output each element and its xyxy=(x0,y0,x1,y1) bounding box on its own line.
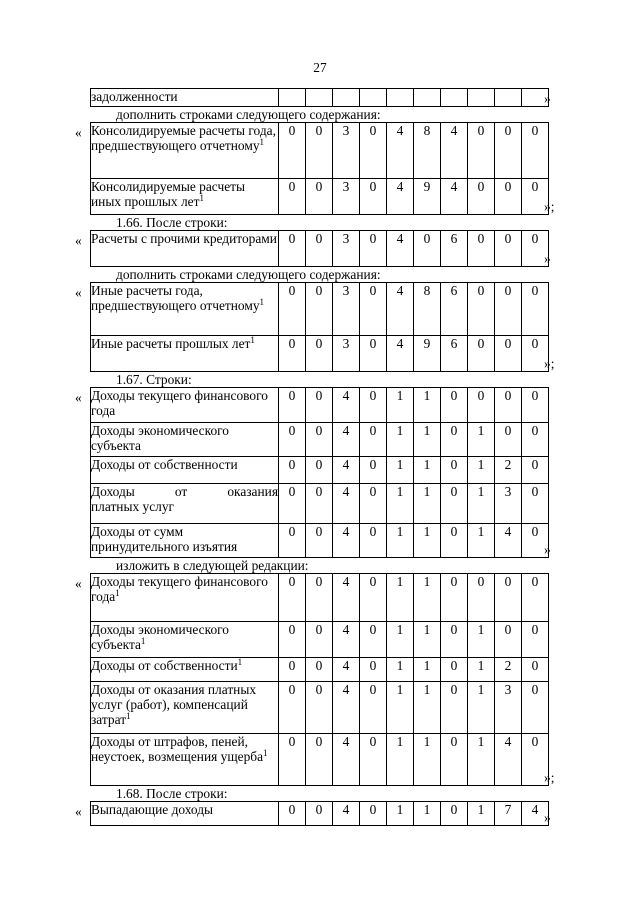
code-digit-cell: 3 xyxy=(333,123,360,179)
row-label-text: Иные расчеты года, предшествующего отчетному xyxy=(91,283,260,313)
code-digit-cell: 0 xyxy=(522,622,549,658)
code-digit-cell: 0 xyxy=(441,423,468,457)
row-label xyxy=(91,622,279,658)
code-digit-cell: 4 xyxy=(387,123,414,179)
code-digit-cell: 0 xyxy=(360,484,387,524)
opening-quote: « xyxy=(75,804,82,819)
row-label xyxy=(91,231,279,267)
code-digit-cell: 0 xyxy=(522,484,549,524)
code-digit-cell: 0 xyxy=(306,336,333,372)
code-digit-cell: 0 xyxy=(495,388,522,423)
code-digit-cell: 4 xyxy=(333,682,360,734)
code-digit-cell: 4 xyxy=(387,179,414,215)
code-digit-cell: 0 xyxy=(360,658,387,682)
code-digit-cell: 1 xyxy=(387,658,414,682)
code-digit-cell: 0 xyxy=(306,658,333,682)
code-digit-cell: 0 xyxy=(522,179,549,215)
footnote-mark: 1 xyxy=(263,748,268,758)
opening-quote: « xyxy=(75,390,82,405)
code-digit-cell: 0 xyxy=(306,484,333,524)
opening-quote: « xyxy=(75,285,82,300)
code-digit-cell: 0 xyxy=(441,734,468,786)
code-digit-cell xyxy=(495,89,522,107)
code-table-block xyxy=(0,282,640,372)
code-digit-cell: 0 xyxy=(522,336,549,372)
code-digit-cell: 0 xyxy=(468,283,495,336)
code-digit-cell: 1 xyxy=(468,734,495,786)
table-row xyxy=(91,734,549,786)
table-row xyxy=(91,622,549,658)
code-digit-cell: 0 xyxy=(495,423,522,457)
code-digit-cell: 4 xyxy=(495,734,522,786)
footnote-mark: 1 xyxy=(126,711,131,721)
row-label-text: Доходы экономического субъекта xyxy=(91,622,229,652)
code-table xyxy=(90,88,549,107)
code-digit-cell: 1 xyxy=(414,524,441,558)
code-digit-cell: 0 xyxy=(279,179,306,215)
code-digit-cell: 4 xyxy=(333,484,360,524)
code-digit-cell: 0 xyxy=(441,622,468,658)
code-digit-cell: 0 xyxy=(522,734,549,786)
code-digit-cell: 8 xyxy=(414,123,441,179)
code-digit-cell: 1 xyxy=(414,388,441,423)
code-digit-cell: 1 xyxy=(414,423,441,457)
code-digit-cell: 0 xyxy=(360,734,387,786)
code-digit-cell xyxy=(414,89,441,107)
code-digit-cell: 7 xyxy=(495,802,522,826)
code-digit-cell: 0 xyxy=(522,283,549,336)
code-digit-cell: 0 xyxy=(522,682,549,734)
table-row xyxy=(91,484,549,524)
footnote-mark: 1 xyxy=(199,193,204,203)
code-digit-cell: 0 xyxy=(279,622,306,658)
code-digit-cell: 0 xyxy=(279,283,306,336)
code-digit-cell: 0 xyxy=(306,283,333,336)
row-label-line: Доходы от оказания xyxy=(91,484,278,499)
code-digit-cell: 4 xyxy=(333,388,360,423)
code-digit-cell xyxy=(468,89,495,107)
code-digit-cell: 0 xyxy=(441,682,468,734)
row-label xyxy=(91,524,279,558)
code-digit-cell: 6 xyxy=(441,283,468,336)
code-digit-cell: 4 xyxy=(441,179,468,215)
code-digit-cell: 0 xyxy=(279,423,306,457)
code-table-block xyxy=(0,801,640,826)
code-digit-cell: 0 xyxy=(495,283,522,336)
code-digit-cell: 0 xyxy=(441,802,468,826)
code-digit-cell: 0 xyxy=(279,457,306,484)
code-digit-cell: 0 xyxy=(495,622,522,658)
row-label-text: Доходы текущего финансового года xyxy=(91,574,268,604)
code-digit-cell: 4 xyxy=(387,231,414,267)
code-digit-cell: 0 xyxy=(279,231,306,267)
code-digit-cell: 0 xyxy=(279,336,306,372)
row-label xyxy=(91,423,279,457)
code-digit-cell: 0 xyxy=(441,457,468,484)
closing-quote: »; xyxy=(544,356,555,371)
code-table xyxy=(90,801,549,826)
code-digit-cell: 0 xyxy=(279,734,306,786)
code-digit-cell: 0 xyxy=(468,574,495,622)
code-table xyxy=(90,122,549,215)
code-digit-cell: 0 xyxy=(468,179,495,215)
code-digit-cell: 0 xyxy=(495,336,522,372)
code-digit-cell: 1 xyxy=(468,658,495,682)
code-digit-cell: 8 xyxy=(414,283,441,336)
code-digit-cell: 1 xyxy=(387,423,414,457)
instruction-caption: дополнить строками следующего содержания: xyxy=(116,107,381,122)
document-content xyxy=(0,88,640,826)
table-row xyxy=(91,802,549,826)
code-digit-cell: 0 xyxy=(306,231,333,267)
code-digit-cell: 0 xyxy=(414,231,441,267)
code-digit-cell: 0 xyxy=(360,179,387,215)
table-row xyxy=(91,457,549,484)
table-row xyxy=(91,574,549,622)
row-label-text: Доходы от сумм принудительного изъятия xyxy=(91,524,238,554)
row-label xyxy=(91,283,279,336)
table-row xyxy=(91,123,549,179)
table-row xyxy=(91,658,549,682)
code-digit-cell: 4 xyxy=(495,524,522,558)
row-label-text: Доходы от собственности xyxy=(91,457,238,472)
code-digit-cell: 0 xyxy=(522,457,549,484)
code-digit-cell: 0 xyxy=(522,574,549,622)
footnote-mark: 1 xyxy=(259,297,265,307)
row-label xyxy=(91,802,279,826)
instruction-caption: 1.67. Строки: xyxy=(116,372,192,387)
code-digit-cell: 0 xyxy=(360,457,387,484)
code-digit-cell: 4 xyxy=(333,423,360,457)
code-digit-cell: 1 xyxy=(414,682,441,734)
code-digit-cell: 1 xyxy=(414,574,441,622)
code-digit-cell: 1 xyxy=(414,658,441,682)
row-label xyxy=(91,734,279,786)
code-digit-cell: 0 xyxy=(306,574,333,622)
code-digit-cell: 0 xyxy=(441,484,468,524)
table-row xyxy=(91,89,549,107)
code-digit-cell: 2 xyxy=(495,658,522,682)
row-label-text: Выпадающие доходы xyxy=(91,802,214,817)
opening-quote: « xyxy=(75,233,82,248)
code-digit-cell: 0 xyxy=(360,524,387,558)
code-digit-cell: 4 xyxy=(387,336,414,372)
table-row xyxy=(91,283,549,336)
code-digit-cell: 0 xyxy=(306,802,333,826)
table-row xyxy=(91,423,549,457)
row-label xyxy=(91,484,279,524)
closing-quote: » xyxy=(544,810,551,825)
row-label-text: Консолидируемые расчеты иных прошлых лет xyxy=(91,179,245,209)
footnote-mark: 1 xyxy=(250,335,255,345)
code-digit-cell: 1 xyxy=(387,682,414,734)
page-number: 27 xyxy=(313,60,327,75)
code-digit-cell: 0 xyxy=(522,231,549,267)
table-row xyxy=(91,524,549,558)
code-digit-cell xyxy=(387,89,414,107)
code-digit-cell: 0 xyxy=(522,388,549,423)
row-label-text: Доходы от собственности xyxy=(91,658,238,673)
code-digit-cell: 0 xyxy=(495,574,522,622)
code-digit-cell xyxy=(306,89,333,107)
code-digit-cell: 0 xyxy=(279,574,306,622)
code-digit-cell: 0 xyxy=(360,682,387,734)
code-digit-cell: 0 xyxy=(306,123,333,179)
code-digit-cell: 1 xyxy=(468,423,495,457)
row-label-text: Доходы экономического субъекта xyxy=(91,423,229,453)
code-table xyxy=(90,282,549,372)
instruction-caption: изложить в следующей редакции: xyxy=(116,558,309,573)
table-row xyxy=(91,336,549,372)
code-digit-cell: 0 xyxy=(360,283,387,336)
row-label-text: Доходы от штрафов, пеней, неустоек, возмещения ущерба xyxy=(91,734,264,764)
code-digit-cell: 0 xyxy=(522,423,549,457)
row-label-line: платных услуг xyxy=(91,499,175,514)
code-digit-cell: 9 xyxy=(414,336,441,372)
opening-quote: « xyxy=(75,125,82,140)
instruction-caption: дополнить строками следующего содержания: xyxy=(116,267,381,282)
code-digit-cell: 0 xyxy=(360,622,387,658)
code-digit-cell: 0 xyxy=(360,336,387,372)
closing-quote: » xyxy=(544,251,551,266)
code-digit-cell: 1 xyxy=(387,484,414,524)
code-digit-cell: 1 xyxy=(387,734,414,786)
code-digit-cell: 0 xyxy=(279,682,306,734)
code-digit-cell: 0 xyxy=(441,388,468,423)
footnote-mark: 1 xyxy=(115,588,120,598)
code-digit-cell xyxy=(333,89,360,107)
code-digit-cell: 0 xyxy=(360,123,387,179)
code-digit-cell: 0 xyxy=(306,388,333,423)
row-label-text: Доходы от оказания платных услуг (работ), компенсаций затрат xyxy=(91,682,257,727)
code-table-block xyxy=(0,230,640,267)
code-digit-cell: 0 xyxy=(495,123,522,179)
code-digit-cell: 0 xyxy=(279,658,306,682)
code-digit-cell: 3 xyxy=(333,231,360,267)
code-digit-cell: 0 xyxy=(279,484,306,524)
code-digit-cell: 1 xyxy=(387,388,414,423)
code-digit-cell: 1 xyxy=(414,484,441,524)
closing-quote: »; xyxy=(544,770,555,785)
code-table xyxy=(90,573,549,786)
code-digit-cell: 4 xyxy=(333,622,360,658)
row-label xyxy=(91,574,279,622)
footnote-mark: 1 xyxy=(140,636,146,646)
closing-quote: » xyxy=(544,91,551,106)
code-digit-cell xyxy=(360,89,387,107)
code-digit-cell: 0 xyxy=(279,524,306,558)
code-digit-cell: 4 xyxy=(333,524,360,558)
code-digit-cell: 0 xyxy=(279,388,306,423)
table-row xyxy=(91,231,549,267)
code-digit-cell: 1 xyxy=(468,682,495,734)
code-digit-cell: 4 xyxy=(522,802,549,826)
closing-quote: »; xyxy=(544,199,555,214)
code-table xyxy=(90,387,549,558)
code-table xyxy=(90,230,549,267)
code-digit-cell: 0 xyxy=(441,524,468,558)
row-label xyxy=(91,457,279,484)
row-label-text: Доходы текущего финансового года xyxy=(91,388,268,418)
row-label xyxy=(91,658,279,682)
code-digit-cell xyxy=(441,89,468,107)
code-digit-cell: 1 xyxy=(468,802,495,826)
code-digit-cell: 0 xyxy=(306,457,333,484)
code-digit-cell: 3 xyxy=(495,484,522,524)
code-digit-cell: 1 xyxy=(414,734,441,786)
code-table-block xyxy=(0,122,640,215)
code-digit-cell: 0 xyxy=(468,123,495,179)
row-label-text: Консолидируемые расчеты года, предшествующего отчетному xyxy=(91,123,276,153)
code-table-block xyxy=(0,387,640,558)
row-label xyxy=(91,123,279,179)
row-label xyxy=(91,682,279,734)
code-digit-cell: 3 xyxy=(333,179,360,215)
row-label-text: Расчеты с прочими кредиторами xyxy=(91,231,277,246)
code-digit-cell: 4 xyxy=(333,457,360,484)
code-digit-cell: 0 xyxy=(468,231,495,267)
code-table-block xyxy=(0,573,640,786)
code-digit-cell: 0 xyxy=(441,574,468,622)
footnote-mark: 1 xyxy=(259,137,265,147)
row-label xyxy=(91,89,279,107)
code-digit-cell: 4 xyxy=(333,734,360,786)
code-digit-cell: 6 xyxy=(441,336,468,372)
code-digit-cell xyxy=(279,89,306,107)
code-digit-cell: 6 xyxy=(441,231,468,267)
code-digit-cell: 1 xyxy=(468,622,495,658)
code-digit-cell: 1 xyxy=(387,574,414,622)
code-digit-cell: 0 xyxy=(360,231,387,267)
code-digit-cell: 3 xyxy=(333,336,360,372)
code-digit-cell: 1 xyxy=(468,457,495,484)
table-row xyxy=(91,682,549,734)
code-digit-cell: 1 xyxy=(414,457,441,484)
table-row xyxy=(91,388,549,423)
code-digit-cell: 0 xyxy=(279,802,306,826)
code-digit-cell: 0 xyxy=(306,423,333,457)
code-digit-cell: 3 xyxy=(495,682,522,734)
code-digit-cell: 1 xyxy=(414,802,441,826)
row-label xyxy=(91,336,279,372)
code-digit-cell: 0 xyxy=(279,123,306,179)
row-label-text: задолженности xyxy=(91,89,178,104)
code-digit-cell: 0 xyxy=(360,388,387,423)
code-digit-cell: 0 xyxy=(522,658,549,682)
code-digit-cell: 4 xyxy=(441,123,468,179)
code-digit-cell: 1 xyxy=(468,524,495,558)
code-digit-cell: 0 xyxy=(522,123,549,179)
code-digit-cell: 4 xyxy=(333,658,360,682)
code-digit-cell: 0 xyxy=(522,524,549,558)
code-digit-cell: 0 xyxy=(306,179,333,215)
opening-quote: « xyxy=(75,576,82,591)
code-digit-cell: 1 xyxy=(414,622,441,658)
code-digit-cell: 1 xyxy=(387,622,414,658)
footnote-mark: 1 xyxy=(237,657,243,667)
code-digit-cell: 0 xyxy=(468,336,495,372)
code-digit-cell: 0 xyxy=(495,179,522,215)
closing-quote: » xyxy=(544,542,551,557)
code-digit-cell: 0 xyxy=(360,423,387,457)
code-digit-cell: 1 xyxy=(387,457,414,484)
code-digit-cell: 9 xyxy=(414,179,441,215)
code-digit-cell: 1 xyxy=(387,524,414,558)
code-digit-cell: 0 xyxy=(306,622,333,658)
row-label xyxy=(91,179,279,215)
row-label-text: Иные расчеты прошлых лет xyxy=(91,336,251,351)
instruction-caption: 1.68. После строки: xyxy=(116,786,228,801)
code-digit-cell: 0 xyxy=(495,231,522,267)
code-digit-cell: 0 xyxy=(306,524,333,558)
code-digit-cell: 4 xyxy=(333,802,360,826)
row-label xyxy=(91,388,279,423)
code-digit-cell: 4 xyxy=(333,574,360,622)
code-digit-cell: 0 xyxy=(441,658,468,682)
code-digit-cell: 2 xyxy=(495,457,522,484)
code-digit-cell: 0 xyxy=(360,802,387,826)
code-digit-cell: 0 xyxy=(306,734,333,786)
code-table-block xyxy=(0,88,640,107)
code-digit-cell: 1 xyxy=(387,802,414,826)
code-digit-cell: 4 xyxy=(387,283,414,336)
code-digit-cell: 0 xyxy=(306,682,333,734)
code-digit-cell: 0 xyxy=(360,574,387,622)
instruction-caption: 1.66. После строки: xyxy=(116,215,228,230)
code-digit-cell: 3 xyxy=(333,283,360,336)
code-digit-cell: 1 xyxy=(468,484,495,524)
code-digit-cell: 0 xyxy=(468,388,495,423)
table-row xyxy=(91,179,549,215)
